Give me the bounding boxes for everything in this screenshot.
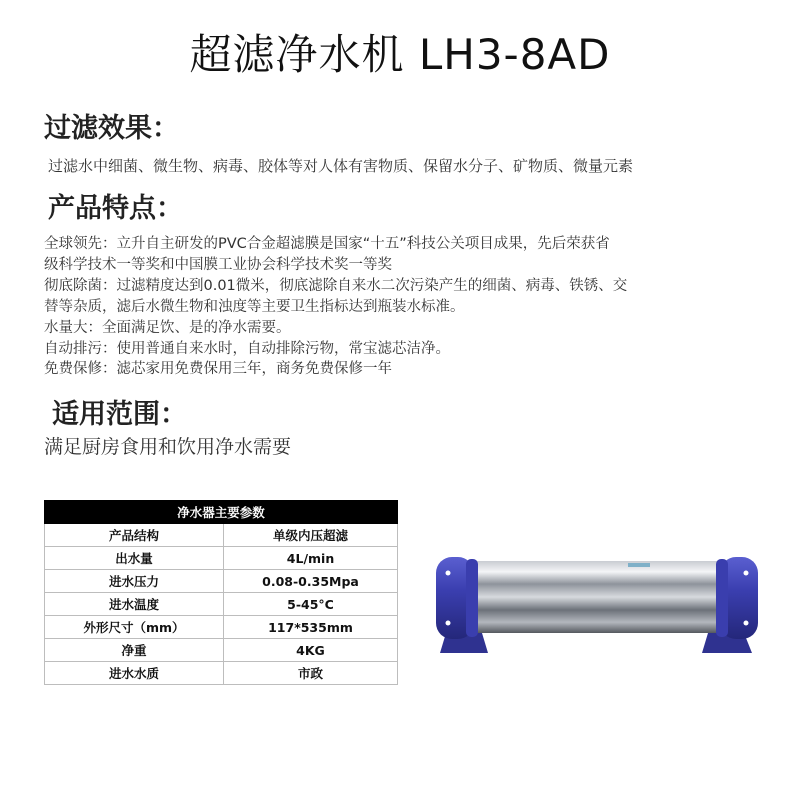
- param-label: 出水量: [45, 547, 224, 570]
- param-value: 0.08-0.35Mpa: [224, 570, 398, 593]
- param-label: 进水水质: [45, 662, 224, 685]
- feature-line: 自动排污：使用普通自来水时，自动排除污物，常宝滤芯洁净。: [44, 341, 450, 357]
- scope-heading: 适用范围：: [52, 399, 187, 430]
- water-purifier-product-image: [432, 553, 762, 655]
- table-row: [45, 593, 398, 616]
- table-row: [45, 662, 398, 685]
- table-row: [45, 524, 398, 547]
- table-row: [45, 639, 398, 662]
- feature-line: 彻底除菌：过滤精度达到0.01微米，彻底滤除自来水二次污染产生的细菌、病毒、铁锈、交: [44, 278, 628, 294]
- param-label: 进水压力: [45, 570, 224, 593]
- param-value: 117*535mm: [224, 616, 398, 639]
- param-label: 产品结构: [45, 524, 224, 547]
- feature-line: 替等杂质，滤后水微生物和浊度等主要卫生指标达到瓶装水标准。: [44, 299, 465, 315]
- params-table: [44, 500, 398, 685]
- param-label: 进水温度: [45, 593, 224, 616]
- param-value: 5-45°C: [224, 593, 398, 616]
- scope-text: 满足厨房食用和饮用净水需要: [44, 436, 292, 458]
- filter-effect-text: 过滤水中细菌、微生物、病毒、胶体等对人体有害物质、保留水分子、矿物质、微量元素: [48, 157, 634, 175]
- param-value: 4KG: [224, 639, 398, 662]
- table-row: [45, 616, 398, 639]
- feature-line: 全球领先：立升自主研发的PVC合金超滤膜是国家“十五”科技公关项目成果，先后荣获省: [44, 236, 610, 252]
- table-row: [45, 547, 398, 570]
- param-label: 外形尺寸（mm）: [45, 616, 224, 639]
- param-value: 市政: [224, 662, 398, 685]
- param-label: 净重: [45, 639, 224, 662]
- param-value: 4L/min: [224, 547, 398, 570]
- features-heading: 产品特点：: [48, 193, 183, 224]
- feature-line: 级科学技术一等奖和中国膜工业协会科学技术奖一等奖: [44, 257, 392, 273]
- params-table-header-row: [45, 501, 398, 524]
- feature-line: 水量大：全面满足饮、是的净水需要。: [44, 320, 291, 336]
- feature-line: 免费保修：滤芯家用免费保用三年，商务免费保修一年: [44, 361, 392, 377]
- param-value: 单级内压超滤: [224, 524, 398, 547]
- table-row: [45, 570, 398, 593]
- params-table-header: 净水器主要参数: [45, 501, 398, 524]
- page-title: 超滤净水机 LH3-8AD: [189, 30, 611, 79]
- filter-effect-heading: 过滤效果：: [44, 113, 179, 144]
